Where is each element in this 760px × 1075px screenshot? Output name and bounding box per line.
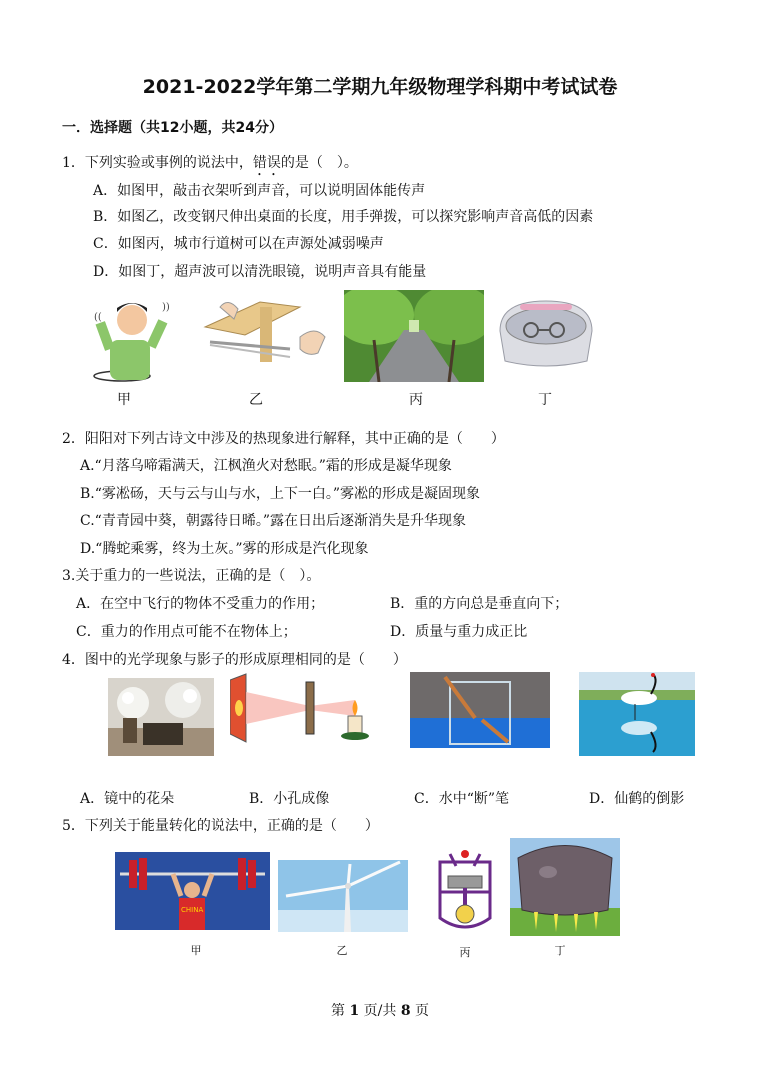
page-title: 2021-2022学年第二学期九年级物理学科期中考试试卷 (142, 76, 618, 98)
section-heading: 一．选择题（共12小题，共24分） (62, 120, 283, 136)
q1-caption-jia: 甲 (117, 392, 131, 408)
q1-caption-bing: 丙 (409, 392, 423, 408)
q1-stem-mark: 错误 (252, 155, 281, 171)
footer-post: 页 (410, 1003, 430, 1019)
q1-caption-yi: 乙 (249, 392, 263, 408)
q5-caption-yi: 乙 (336, 944, 348, 957)
q3-option-d: D．质量与重力成正比 (390, 624, 528, 640)
q5-figure-yi-wind-turbine (278, 860, 408, 932)
q5-stem: 5．下列关于能量转化的说法中，正确的是（ ） (62, 818, 379, 834)
q2-option-c: C.“青青园中葵，朝露待日晞。”露在日出后逐渐消失是升华现象 (80, 513, 466, 529)
q4-figure-a-mirror-flowers (108, 678, 214, 756)
q1-figure-jia (92, 290, 178, 385)
q2-option-b: B.“雾凇砀，天与云与山与水，上下一白。”雾凇的形成是凝固现象 (80, 486, 481, 502)
q1-option-a: A．如图甲，敲击衣架听到声音，可以说明固体能传声 (93, 183, 426, 199)
footer-mid: 页/共 (359, 1003, 401, 1019)
svg-text:((: (( (94, 312, 102, 323)
footer-total-pages: 8 (400, 1003, 411, 1019)
q1-figure-bing (344, 290, 484, 382)
q1-option-d: D．如图丁，超声波可以清洗眼镜，说明声音具有能量 (93, 264, 427, 280)
svg-text:)): )) (162, 302, 170, 313)
q4-figure-c-broken-pen (410, 672, 550, 748)
q1-stem-pre: 1．下列实验或事例的说法中， (62, 155, 253, 171)
q3-option-b: B．重的方向总是垂直向下； (390, 596, 569, 612)
q4-option-b: B．小孔成像 (249, 791, 330, 807)
q5-figure-jia-weightlifter (115, 852, 270, 930)
q4-figure-d-crane-reflection (579, 672, 695, 756)
q5-figure-bing-engine (430, 848, 500, 936)
q2-option-a: A.“月落乌啼霜满天，江枫渔火对愁眠。”霜的形成是凝华现象 (80, 458, 452, 474)
q5-caption-jia: 甲 (190, 944, 202, 957)
q1-stem-post: 的是（ ）。 (280, 155, 358, 171)
q1-stem (62, 152, 358, 179)
q2-stem: 2．阳阳对下列古诗文中涉及的热现象进行解释，其中正确的是（ ） (62, 431, 505, 447)
q1-caption-ding: 丁 (538, 392, 552, 408)
shirt-text: CHINA (181, 906, 204, 914)
footer-pre: 第 (330, 1003, 350, 1019)
q3-option-a: A．在空中飞行的物体不受重力的作用； (76, 596, 325, 612)
q4-option-c: C．水中“断”笔 (414, 791, 510, 807)
q1-option-b: B．如图乙，改变钢尺伸出桌面的长度，用手弹拨，可以探究影响声音高低的因素 (93, 209, 594, 225)
q5-caption-ding: 丁 (554, 944, 566, 957)
q3-stem: 3.关于重力的一些说法，正确的是（ ）。 (62, 568, 321, 584)
footer-page-number: 1 (349, 1003, 360, 1019)
page-footer (0, 1000, 760, 1020)
q5-figure-ding-rocket-thrusters (510, 838, 620, 936)
q1-figure-yi (200, 297, 330, 372)
q1-option-c: C．如图丙，城市行道树可以在声源处减弱噪声 (93, 236, 384, 252)
q5-caption-bing: 丙 (459, 946, 471, 959)
q4-figure-b-pinhole (230, 672, 376, 744)
q3-option-c: C．重力的作用点可能不在物体上； (76, 624, 297, 640)
q1-figure-ding (495, 296, 597, 371)
q4-option-d: D．仙鹤的倒影 (589, 791, 685, 807)
q4-stem: 4．图中的光学现象与影子的形成原理相同的是（ ） (62, 652, 407, 668)
q2-option-d: D.“腾蛇乘雾，终为土灰。”雾的形成是汽化现象 (80, 541, 369, 557)
q4-option-a: A．镜中的花朵 (80, 791, 175, 807)
